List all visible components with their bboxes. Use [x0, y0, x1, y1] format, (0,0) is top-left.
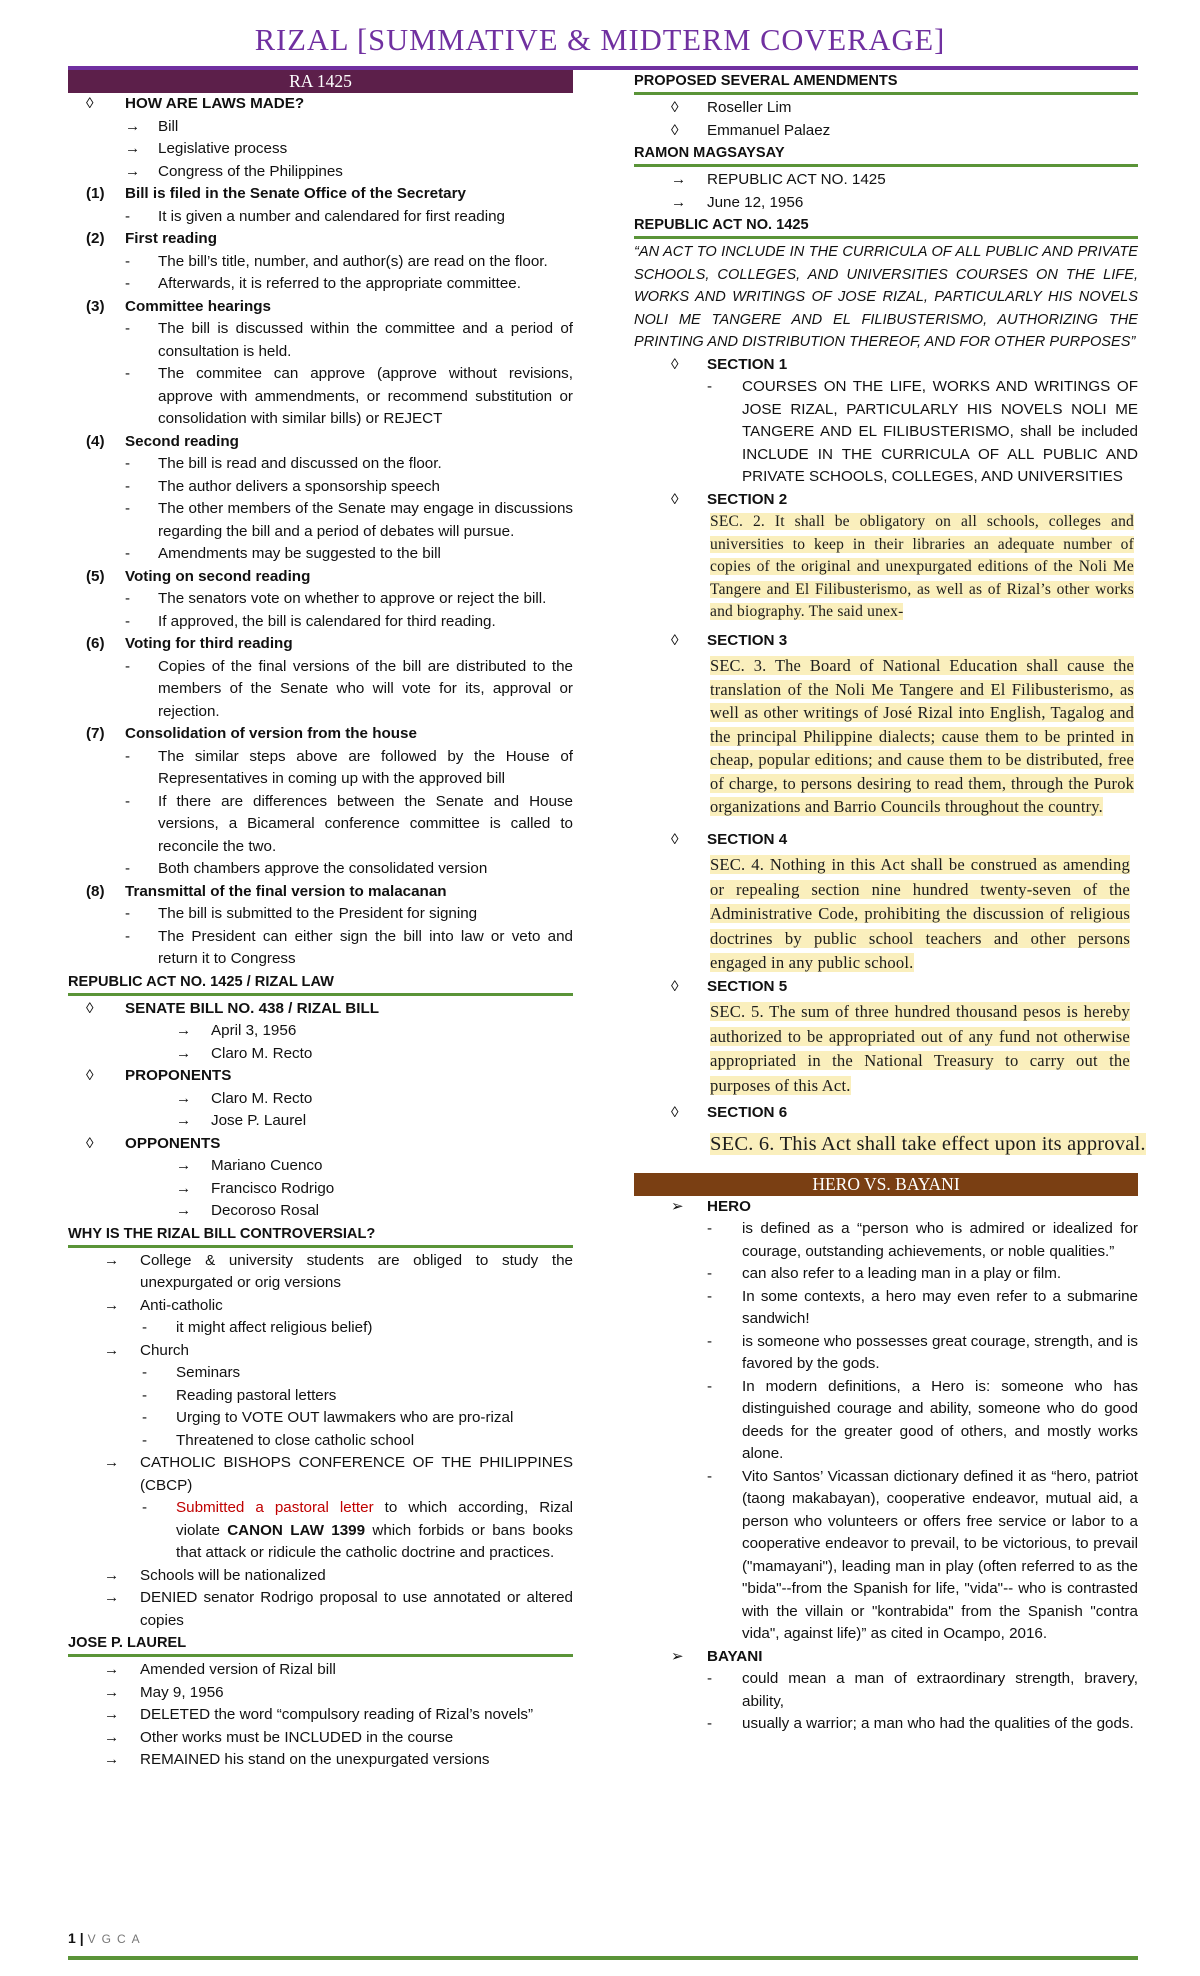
diamond-icon: ◊	[671, 977, 679, 995]
diamond-icon: ◊	[86, 1067, 94, 1084]
right-column	[634, 70, 1146, 1736]
list-item	[68, 926, 573, 971]
list-item	[634, 1376, 1138, 1466]
step-detail: Copies of the final versions of the bill are distributed to the members of the Senate who will vote for its, approval or rejection.	[158, 657, 573, 720]
list-item: → Mariano Cuenco	[68, 1155, 573, 1178]
list-item	[68, 791, 573, 859]
step-number: (7)	[86, 725, 105, 742]
list-item: → Bill	[68, 116, 573, 139]
arrow-icon: →	[104, 1296, 120, 1314]
list-item: - Reading pastoral letters	[68, 1385, 573, 1408]
rizal-law-heading: REPUBLIC ACT NO. 1425 / RIZAL LAW	[68, 972, 573, 996]
arrow-icon: →	[104, 1566, 120, 1584]
chevron-icon: ➢	[671, 1647, 684, 1665]
arrow-icon: →	[104, 1454, 120, 1471]
step-heading	[68, 228, 573, 251]
dash-icon: -	[125, 927, 131, 945]
dash-icon: -	[125, 612, 131, 630]
step-number: (5)	[86, 567, 105, 585]
dash-icon: -	[125, 747, 131, 765]
step-title: Transmittal of the final version to malacanan	[125, 882, 447, 900]
list-item: → Schools will be nationalized	[68, 1565, 573, 1588]
dash-icon: -	[142, 1319, 148, 1336]
step-title: Bill is filed in the Senate Office of the Secretary	[125, 185, 466, 202]
list-item: → Congress of the Philippines	[68, 161, 573, 184]
step-detail: The commitee can approve (approve without revisions, approve with ammendments, or recommend substitution or consolidation with similar bills) or REJECT	[158, 365, 573, 427]
dash-icon: -	[125, 905, 131, 922]
step-detail: The senators vote on whether to approve or reject the bill.	[158, 590, 547, 607]
list-item: - Threatened to close catholic school	[68, 1430, 573, 1453]
section-3-heading: ◊ SECTION 3	[634, 630, 1138, 653]
dash-icon: -	[142, 1364, 148, 1381]
senate-bill-heading: ◊ SENATE BILL NO. 438 / RIZAL BILL	[68, 998, 573, 1021]
arrow-icon: →	[125, 117, 141, 135]
diamond-icon: ◊	[671, 99, 679, 116]
chevron-icon: ➢	[671, 1197, 684, 1215]
step-detail: The bill is submitted to the President for signing	[158, 905, 478, 922]
step-heading	[68, 566, 573, 589]
dash-icon: -	[125, 275, 131, 292]
list-item	[68, 476, 573, 499]
list-item: → April 3, 1956	[68, 1020, 573, 1043]
act-title-quote: “AN ACT TO INCLUDE IN THE CURRICULA OF ALL PUBLIC AND PRIVATE SCHOOLS, COLLEGES, AND UNIVERSITIES COURSES ON THE LIFE, WORKS AND WRITINGS OF JOSE RIZAL, PARTICULARLY HIS NOVELS NOLI ME TANGERE AND EL FILIBUSTERISMO, AUTHORIZING THE PRINTING AND DISTRIBUTION THEREOF, AND FOR OTHER PURPOSES”	[634, 244, 1138, 350]
step-number: (1)	[86, 185, 105, 202]
how-items	[68, 116, 573, 184]
step-heading	[68, 431, 573, 454]
list-item	[68, 543, 573, 566]
step-title: Voting on second reading	[125, 567, 311, 585]
list-item	[634, 1466, 1138, 1646]
page-number: 1	[68, 1930, 76, 1946]
list-item	[68, 206, 573, 229]
arrow-icon: →	[176, 1202, 192, 1219]
diamond-icon: ◊	[671, 355, 679, 373]
arrow-icon: →	[176, 1179, 192, 1197]
how-laws-heading: ◊ HOW ARE LAWS MADE?	[68, 93, 573, 116]
list-item: → Claro M. Recto	[68, 1088, 573, 1111]
step-detail: The other members of the Senate may engage in discussions regarding the bill and a period of debates will pursue.	[158, 500, 573, 540]
arrow-icon: →	[104, 1661, 120, 1678]
step-heading	[68, 296, 573, 319]
section-4-scan: SEC. 4. Nothing in this Act shall be construed as amending or repealing section nine hundred twenty-seven of the Administrative Code, prohibiting the discussion of religious doctrines by public school teachers and other persons engaged in any public school.	[710, 855, 1130, 972]
step-number: (3)	[86, 297, 105, 315]
footer-rule	[68, 1956, 1138, 1960]
list-item: → May 9, 1956	[68, 1682, 573, 1705]
list-item: ◊ Roseller Lim	[634, 97, 1138, 120]
dash-icon: -	[125, 545, 131, 562]
arrow-icon: →	[104, 1251, 120, 1269]
law-steps	[68, 183, 573, 971]
arrow-icon: →	[671, 171, 687, 188]
step-detail: Amendments may be suggested to the bill	[158, 545, 441, 562]
arrow-icon: →	[104, 1751, 120, 1768]
list-item	[634, 1218, 1138, 1263]
list-item	[634, 1263, 1138, 1286]
list-item	[634, 1713, 1138, 1736]
diamond-icon: ◊	[86, 1134, 94, 1152]
section-4-heading: ◊ SECTION 4	[634, 829, 1138, 852]
step-title: Second reading	[125, 432, 239, 450]
list-item	[68, 498, 573, 543]
list-item	[68, 588, 573, 611]
list-item	[68, 611, 573, 634]
dash-icon: -	[707, 1332, 713, 1350]
dash-icon: -	[707, 1265, 713, 1282]
list-item: - Seminars	[68, 1362, 573, 1385]
list-item: → Francisco Rodrigo	[68, 1178, 573, 1201]
step-title: Committee hearings	[125, 297, 272, 315]
dash-icon: -	[125, 590, 131, 607]
definition-text: is someone who possesses great courage, strength, and is favored by the gods.	[742, 1332, 1138, 1372]
dash-icon: -	[125, 455, 131, 472]
list-item: → Decoroso Rosal	[68, 1200, 573, 1223]
arrow-icon: →	[104, 1728, 120, 1746]
list-item	[634, 1331, 1138, 1376]
controversial-heading: WHY IS THE RIZAL BILL CONTROVERSIAL?	[68, 1224, 573, 1248]
footer-separator: |	[79, 1930, 84, 1946]
arrow-icon: →	[104, 1706, 120, 1723]
definition-text: usually a warrior; a man who had the qualities of the gods.	[742, 1715, 1134, 1732]
list-item	[68, 858, 573, 881]
hero-heading: ➢ HERO	[634, 1196, 1138, 1219]
step-heading	[68, 633, 573, 656]
definition-text: Vito Santos’ Vicassan dictionary defined it as “hero, patriot (taong makabayan), cooperative endeavor, mutual aid, a person who volunteers or offers free service or labor to a cooperative endeavor to prevail, to be victorious, to prevail ("mamayani"), leading man in play (often referred to as the "bida"--from the Spanish for life, "vida"-- who is contrasted with the villain or "kontrabida" from the Spanish "contra vida", against life)” as cited in Ocampo, 2016.	[742, 1467, 1138, 1642]
list-item	[68, 363, 573, 431]
dash-icon: -	[125, 657, 131, 675]
dash-icon: -	[707, 1287, 713, 1305]
list-item: → DENIED senator Rodrigo proposal to use annotated or altered copies	[104, 1589, 573, 1629]
dash-icon: -	[142, 1499, 148, 1516]
list-item	[68, 656, 573, 724]
step-heading	[68, 183, 573, 206]
dash-icon: -	[707, 1715, 713, 1732]
author-initials: VGCA	[87, 1932, 146, 1946]
list-item: → REPUBLIC ACT NO. 1425	[634, 169, 1138, 192]
dash-icon: -	[707, 1377, 713, 1395]
dash-icon: -	[707, 1467, 713, 1485]
arrow-icon: →	[104, 1589, 120, 1606]
dash-icon: -	[707, 378, 713, 395]
list-item: - it might affect religious belief)	[68, 1317, 573, 1340]
left-column	[68, 70, 573, 1772]
step-heading	[68, 723, 573, 746]
magsaysay-heading: RAMON MAGSAYSAY	[634, 143, 1138, 167]
list-item: → June 12, 1956	[634, 192, 1138, 215]
arrow-icon: →	[176, 1022, 192, 1039]
section-1-text: - COURSES ON THE LIFE, WORKS AND WRITINGS OF JOSE RIZAL, PARTICULARLY HIS NOVELS NOLI ME TANGERE AND EL FILIBUSTERISMO, shall be included INCLUDE IN THE CURRICULA OF ALL PUBLIC AND PRIVATE SCHOOLS, COLLEGES, AND UNIVERSITIES	[707, 378, 1138, 485]
dash-icon: -	[125, 500, 131, 517]
step-detail: The President can either sign the bill into law or veto and return it to Congress	[158, 927, 573, 967]
dash-icon: -	[125, 252, 131, 270]
step-detail: The bill’s title, number, and author(s) are read on the floor.	[158, 252, 548, 270]
list-item: → College & university students are obliged to study the unexpurgated or orig versions	[104, 1251, 573, 1291]
step-number: (6)	[86, 635, 105, 652]
section-3-scan: SEC. 3. The Board of National Education shall cause the translation of the Noli Me Tangere and El Filibusterismo, as well as other writings of José Rizal into English, Tagalog and the principal Philippine dialects; cause them to be printed in cheap, popular editions; and cause them to be distributed, free of charge, to persons desiring to read them, through the Purok organizations and Barrio Councils throughout the country.	[710, 656, 1134, 816]
step-number: (2)	[86, 230, 105, 247]
arrow-icon: →	[176, 1044, 192, 1062]
footer	[68, 1928, 146, 1949]
dash-icon: -	[125, 320, 131, 337]
section-6-scan: SEC. 6. This Act shall take effect upon its approval.	[710, 1132, 1146, 1155]
arrow-icon: →	[176, 1089, 192, 1107]
diamond-icon: ◊	[671, 1104, 679, 1121]
diamond-icon: ◊	[86, 999, 94, 1017]
arrow-icon: →	[125, 162, 141, 180]
dash-icon: -	[125, 365, 131, 382]
list-item: → Church	[68, 1340, 573, 1363]
arrow-icon: →	[104, 1683, 120, 1701]
definition-text: is defined as a “person who is admired or idealized for courage, outstanding achievements, or noble qualities.”	[742, 1220, 1138, 1260]
step-detail: The author delivers a sponsorship speech	[158, 477, 440, 495]
dash-icon: -	[142, 1386, 148, 1404]
list-item: → Anti-catholic	[68, 1295, 573, 1318]
list-item	[634, 1668, 1138, 1713]
hero-list	[634, 1218, 1138, 1646]
section-1-heading: ◊ SECTION 1	[634, 354, 1138, 377]
definition-text: In some contexts, a hero may even refer to a submarine sandwich!	[742, 1287, 1138, 1327]
definition-text: can also refer to a leading man in a play or film.	[742, 1265, 1062, 1282]
list-item: → Claro M. Recto	[68, 1043, 573, 1066]
dash-icon: -	[125, 207, 131, 225]
arrow-icon: →	[104, 1341, 120, 1359]
list-item: → REMAINED his stand on the unexpurgated versions	[68, 1749, 573, 1772]
arrow-icon: →	[176, 1157, 192, 1174]
step-detail: If there are differences between the Senate and House versions, a Bicameral conference committee is called to reconcile the two.	[158, 792, 573, 855]
step-title: First reading	[125, 230, 217, 247]
dash-icon: -	[125, 477, 131, 495]
diamond-icon: ◊	[86, 95, 94, 112]
dash-icon: -	[142, 1431, 148, 1449]
ra-1425-bar: RA 1425	[68, 70, 573, 93]
diamond-icon: ◊	[671, 490, 679, 508]
bayani-list	[634, 1668, 1138, 1736]
list-item: ◊ Emmanuel Palaez	[634, 120, 1138, 143]
section-5-scan: SEC. 5. The sum of three hundred thousand pesos is hereby authorized to be appropriated out of any fund not otherwise appropriated in the National Treasury to carry out the purposes of this Act.	[710, 1002, 1130, 1095]
diamond-icon: ◊	[671, 121, 679, 139]
list-item: - Urging to VOTE OUT lawmakers who are pro-rizal	[68, 1407, 573, 1430]
laurel-heading: JOSE P. LAUREL	[68, 1633, 573, 1657]
step-detail: The bill is read and discussed on the floor.	[158, 455, 442, 472]
proponents-heading: ◊ PROPONENTS	[68, 1065, 573, 1088]
dash-icon: -	[707, 1220, 713, 1237]
step-heading	[68, 881, 573, 904]
section-2-scan: SEC. 2. It shall be obligatory on all schools, colleges and universities to keep in their libraries an adequate number of copies of the original and unexpurgated editions of the Noli Me Tangere and El Filibusterismo, as well as of Rizal’s other works and biography. The said unex-	[710, 513, 1134, 620]
definition-text: could mean a man of extraordinary strength, bravery, ability,	[742, 1670, 1138, 1710]
step-number: (4)	[86, 432, 105, 450]
list-item	[634, 1286, 1138, 1331]
step-detail: The bill is discussed within the committee and a period of consultation is held.	[158, 320, 573, 360]
step-detail: Afterwards, it is referred to the appropriate committee.	[158, 275, 521, 292]
step-detail: If approved, the bill is calendared for third reading.	[158, 612, 496, 630]
arrow-icon: →	[671, 193, 687, 211]
list-item: → DELETED the word “compulsory reading of Rizal’s novels”	[68, 1704, 573, 1727]
step-detail: The similar steps above are followed by the House of Representatives in coming up with the approved bill	[158, 747, 573, 787]
diamond-icon: ◊	[671, 830, 679, 848]
dash-icon: -	[707, 1670, 713, 1687]
diamond-icon: ◊	[671, 631, 679, 649]
section-5-heading: ◊ SECTION 5	[634, 976, 1138, 999]
list-item: - Submitted a pastoral letter to which according, Rizal violate CANON LAW 1399 which forbids or bans books that attack or ridicule the catholic doctrine and practices.	[142, 1499, 573, 1561]
dash-icon: -	[125, 860, 131, 877]
step-number: (8)	[86, 882, 105, 900]
opponents-heading: ◊ OPPONENTS	[68, 1133, 573, 1156]
list-item	[68, 251, 573, 274]
step-detail: It is given a number and calendared for first reading	[158, 207, 505, 225]
step-title: Consolidation of version from the house	[125, 725, 417, 742]
definition-text: In modern definitions, a Hero is: someone who has distinguished courage and ability, someone who do good deeds for the greater good of others, and mostly works alone.	[742, 1377, 1138, 1462]
dash-icon: -	[125, 792, 131, 810]
ra-1425-heading: REPUBLIC ACT NO. 1425	[634, 215, 1138, 239]
list-item: → Other works must be INCLUDED in the course	[68, 1727, 573, 1750]
pastoral-letter-highlight: Submitted a pastoral letter	[176, 1499, 374, 1516]
dash-icon: -	[142, 1409, 148, 1426]
list-item	[68, 273, 573, 296]
step-title: Voting for third reading	[125, 635, 293, 652]
list-item	[68, 318, 573, 363]
section-2-heading: ◊ SECTION 2	[634, 489, 1138, 512]
list-item: → CATHOLIC BISHOPS CONFERENCE OF THE PHILIPPINES (CBCP)	[104, 1454, 573, 1494]
section-6-heading: ◊ SECTION 6	[634, 1102, 1138, 1125]
page-title: RIZAL [SUMMATIVE & MIDTERM COVERAGE]	[254, 23, 946, 57]
arrow-icon: →	[125, 140, 141, 157]
arrow-icon: →	[176, 1112, 192, 1129]
list-item	[68, 746, 573, 791]
step-detail: Both chambers approve the consolidated version	[158, 860, 488, 877]
proposed-amendments-heading: PROPOSED SEVERAL AMENDMENTS	[634, 71, 1138, 95]
list-item: → Legislative process	[68, 138, 573, 161]
list-item: → Jose P. Laurel	[68, 1110, 573, 1133]
list-item: → Amended version of Rizal bill	[68, 1659, 573, 1682]
bayani-heading: ➢ BAYANI	[634, 1646, 1138, 1669]
hero-vs-bayani-bar: HERO VS. BAYANI	[634, 1173, 1138, 1196]
list-item	[68, 453, 573, 476]
list-item	[68, 903, 573, 926]
